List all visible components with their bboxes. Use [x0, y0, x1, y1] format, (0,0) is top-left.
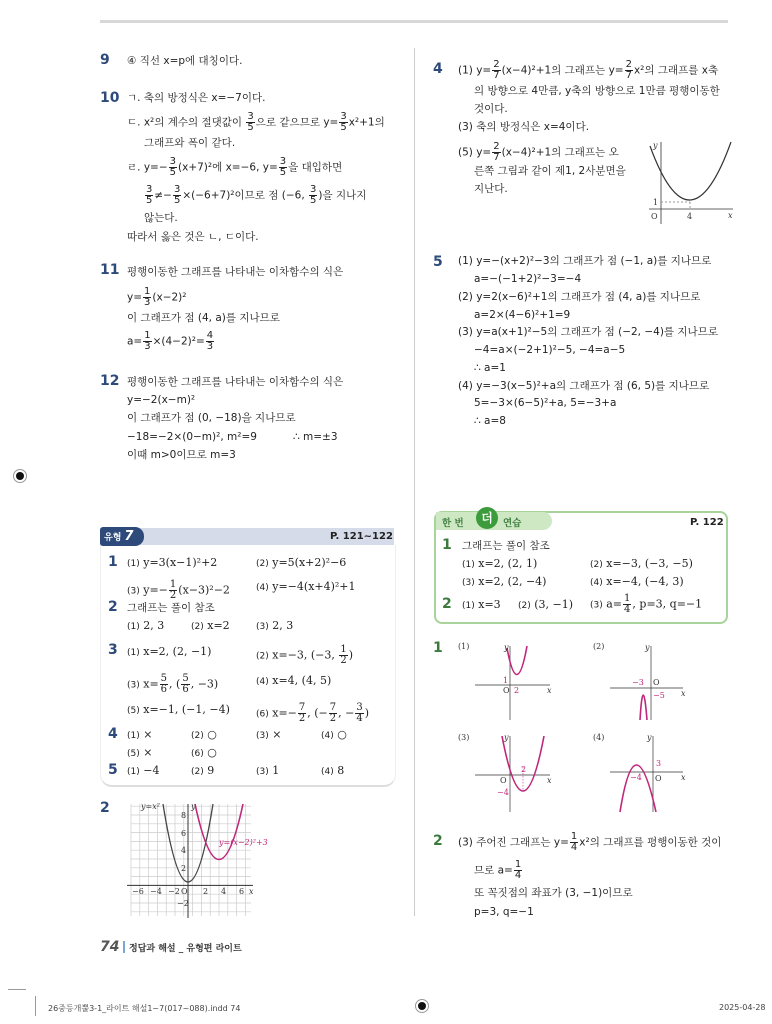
text: (x−2)² — [152, 291, 187, 304]
origin-label: O — [651, 212, 658, 221]
answer-line: 지난다. — [474, 183, 508, 195]
slug-filename: 26중등개뿔3-1_라이트 해설1~7(017~088).indd 74 — [48, 1004, 241, 1013]
x-tick: 2 — [203, 887, 209, 896]
answer-item: (2) x=2 — [191, 619, 230, 632]
x-label: x — [249, 887, 254, 896]
fraction: $\frac{3}{5}$ — [146, 184, 153, 206]
answer-line: 이 그래프가 점 (4, a)를 지나므로 — [127, 312, 280, 324]
question-number: 5 — [108, 762, 118, 778]
answer-line: 따라서 옳은 것은 ㄴ, ㄷ이다. — [127, 231, 259, 243]
fraction: $\frac{3}{5}$ — [340, 111, 347, 133]
y-tick: 2 — [181, 864, 187, 873]
answer-line: a=2×(4−6)²+1=9 — [474, 309, 571, 321]
answer-item: (6) x=− $\frac{7}{2}$ , (− $\frac{7}{2}$ , − $\frac{3}{4}$ ) — [256, 702, 370, 724]
text: (x+7)²에 x=−6, y= — [178, 161, 278, 174]
text: ㄷ. x²의 계수의 절댓값이 — [127, 116, 246, 129]
page-reference: P. 121~122 — [330, 531, 393, 542]
question-number: 1 — [442, 537, 452, 553]
fraction: $\frac{4}{3}$ — [206, 330, 214, 352]
answer-item: (5) x=−1, (−1, −4) — [127, 703, 230, 716]
x-label: x — [547, 776, 552, 785]
y-label: y — [504, 733, 509, 742]
tick-label: 3 — [656, 759, 662, 768]
text: a= — [127, 335, 143, 348]
crop-mark — [35, 996, 36, 1016]
answer-item: (4) y=−4(x+4)²+1 — [256, 580, 356, 593]
y-tick: 8 — [181, 811, 187, 820]
fraction: $\frac{3}{5}$ — [310, 184, 317, 206]
answer-line — [127, 112, 385, 133]
fraction: $\frac{1}{3}$ — [144, 286, 151, 308]
answer-item: (2) 9 — [191, 764, 215, 777]
origin-label: O — [655, 774, 662, 783]
answer-line — [144, 185, 366, 206]
answer-text: ④ 직선 x=p에 대칭이다. — [127, 55, 243, 67]
fraction: $\frac{1}{3}$ — [144, 330, 151, 352]
answer-item: (3) 1 — [256, 764, 280, 777]
answer-item: (1) x=2, (2, 1) — [462, 557, 538, 570]
tick-label: −3 — [632, 678, 644, 687]
x-tick: 4 — [221, 887, 227, 896]
tick-label: 2 — [521, 765, 527, 774]
answer-item: (4) x=−4, (−4, 3) — [590, 575, 684, 588]
x-tick: 4 — [687, 212, 693, 221]
answer-line: 또 꼭짓점의 좌표가 (3, −1)이므로 — [474, 887, 633, 899]
question-number: 12 — [100, 373, 120, 389]
answer-line: a=−(−1+2)²−3=−4 — [474, 273, 582, 285]
answer-line: 그래프는 풀이 참조 — [462, 540, 550, 552]
answer-line: (3) 축의 방정식은 x=4이다. — [458, 121, 590, 133]
answer-line — [127, 287, 187, 308]
graph-label: (1) — [458, 642, 470, 651]
question-number: 2 — [108, 599, 118, 615]
tab-label: 한 번 — [442, 518, 464, 529]
text: ㄹ. y=− — [127, 161, 168, 174]
answer-line: 않는다. — [144, 212, 178, 224]
crop-mark — [8, 989, 26, 990]
answer-item: (6) ○ — [191, 746, 217, 759]
answer-item: (1) × — [127, 728, 153, 741]
answer-item: (4) x=4, (4, 5) — [256, 674, 332, 687]
type7-badge — [100, 527, 144, 546]
badge-number: 7 — [124, 529, 134, 544]
answer-line: 른쪽 그림과 같이 제1, 2사분면을 — [474, 165, 626, 177]
x-label: x — [681, 773, 686, 782]
answer-line: (2) y=2(x−6)²+1의 그래프가 점 (4, a)를 지나므로 — [458, 291, 701, 303]
question-number: 2 — [442, 596, 452, 612]
origin-label: O — [500, 776, 507, 785]
page-reference: P. 122 — [690, 517, 724, 528]
footer-title: 정답과 해설 _ 유형편 라이트 — [129, 944, 242, 954]
answer-item: (5) × — [127, 746, 153, 759]
text: 을 대입하면 — [288, 161, 343, 174]
origin-label: O — [503, 686, 510, 695]
y-label: y — [653, 141, 658, 150]
text: ×(4−2)²= — [152, 335, 205, 348]
x-label: x — [728, 211, 733, 220]
answer-line — [127, 331, 215, 352]
r4-graph — [645, 138, 737, 226]
y-label: y — [645, 643, 650, 652]
answer-item: (4) 8 — [321, 764, 345, 777]
fraction: $\frac{3}{5}$ — [279, 156, 287, 178]
text: ×(−6+7)²이므로 점 (−6, — [182, 189, 309, 202]
question-number: 1 — [433, 640, 443, 656]
answer-line: ∴ a=8 — [474, 415, 506, 427]
parabola-curve — [650, 142, 731, 200]
answer-line: 의 방향으로 4만큼, y축의 방향으로 1만큼 평행이동한 — [474, 85, 720, 97]
question-number: 9 — [100, 52, 110, 68]
answer-line: ㄱ. 축의 방정식은 x=−7이다. — [127, 92, 266, 104]
graph-label: (3) — [458, 733, 470, 742]
answer-line: ∴ m=±3 — [293, 431, 338, 443]
question-number: 3 — [108, 642, 118, 658]
label-shifted: y=(x−2)²+3 — [219, 838, 268, 847]
answer-item: (3) a= $\frac{1}{4}$ , p=3, q=−1 — [590, 593, 703, 615]
answer-line: 그래프와 폭이 같다. — [144, 137, 236, 149]
fraction: $\frac{3}{5}$ — [169, 156, 177, 178]
question-number: 1 — [108, 554, 118, 570]
answer-line: 므로 a= $\frac{1}{4}$ — [474, 859, 522, 881]
answer-item: (1) x=3 — [462, 598, 501, 611]
answer-item: (3) x= $\frac{5}{6}$ , ( $\frac{5}{6}$ , −3) — [127, 673, 219, 695]
answer-item: (2) ○ — [191, 728, 217, 741]
x-tick: −6 — [132, 887, 144, 896]
tick-label: 2 — [514, 686, 520, 695]
answer-line: (3) 주어진 그래프는 y= $\frac{1}{4}$ x²의 그래프를 평행이동한 것이 — [458, 831, 722, 853]
answer-line: (4) y=−3(x−5)²+a의 그래프가 점 (6, 5)를 지나므로 — [458, 380, 710, 392]
footer-divider — [123, 941, 125, 953]
answer-item: (3) y=− $\frac{1}{2}$ (x−3)²−2 — [127, 579, 230, 601]
answer-line: (5) y= $\frac{2}{7}$ (x−4)²+1의 그래프는 오 — [458, 141, 619, 163]
answer-line: (1) y=−(x+2)²−3의 그래프가 점 (−1, a)를 지나므로 — [458, 255, 712, 267]
answer-line: 평행이동한 그래프를 나타내는 이차함수의 식은 — [127, 376, 344, 388]
y-label: y — [504, 643, 509, 652]
answer-line: −4=a×(−2+1)²−5, −4=a−5 — [474, 344, 626, 356]
answer-item: (3) x=2, (2, −4) — [462, 575, 547, 588]
registration-mark-icon — [13, 469, 27, 483]
question-number: 2 — [433, 833, 443, 849]
answer-line: 평행이동한 그래프를 나타내는 이차함수의 식은 — [127, 266, 344, 278]
registration-mark-icon — [415, 999, 429, 1013]
x-tick: 6 — [239, 887, 245, 896]
page-number: 74 — [100, 939, 120, 955]
grid — [131, 804, 251, 916]
answer-item: (1) 2, 3 — [127, 619, 165, 632]
curve-2 — [640, 695, 647, 720]
answer-line: (1) y= $\frac{2}{7}$ (x−4)²+1의 그래프는 y= $\frac{2}{7}$ x²의 그래프를 x축 — [458, 59, 719, 81]
slug-date: 2025-04-28 — [719, 1003, 766, 1012]
x-label: x — [681, 689, 686, 698]
answer-item: (2) (3, −1) — [518, 598, 574, 611]
answer-line: 그래프는 풀이 참조 — [127, 602, 215, 614]
answer-line: ∴ a=1 — [474, 362, 506, 374]
column-divider — [414, 48, 415, 916]
answer-line: (3) y=a(x+1)²−5의 그래프가 점 (−2, −4)를 지나므로 — [458, 326, 718, 338]
text: x²+1의 — [348, 116, 385, 129]
x-tick: −2 — [168, 887, 180, 896]
q2-graph — [125, 800, 285, 920]
origin-label: O — [653, 678, 660, 687]
fraction: $\frac{3}{5}$ — [173, 184, 181, 206]
answer-item: (3) × — [256, 728, 282, 741]
y-label: y — [647, 733, 652, 742]
answer-item: (2) y=5(x+2)²−6 — [256, 556, 347, 569]
answer-line — [127, 157, 342, 178]
top-rule — [100, 20, 728, 23]
label-y-x2: y=x² — [141, 802, 160, 811]
question-number: 10 — [100, 90, 120, 106]
y-label: y — [191, 802, 196, 811]
answer-line: y=−2(x−m)² — [127, 394, 196, 406]
question-number: 4 — [433, 61, 443, 77]
origin-label: O — [181, 887, 188, 896]
answer-line: 5=−3×(6−5)²+a, 5=−3+a — [474, 397, 617, 409]
tab-label: 연습 — [503, 518, 522, 529]
answer-line: p=3, q=−1 — [474, 906, 534, 918]
tick-label: −5 — [653, 691, 665, 700]
y-tick: 6 — [181, 829, 187, 838]
answer-item: (1) −4 — [127, 764, 160, 777]
question-number: 4 — [108, 726, 118, 742]
answer-item: (2) x=−3, (−3, −5) — [590, 557, 693, 570]
y-tick: −2 — [177, 899, 189, 908]
text: ≠− — [154, 189, 172, 202]
text: )을 지나지 — [318, 189, 367, 202]
fraction: $\frac{3}{5}$ — [247, 111, 254, 133]
question-number: 11 — [100, 262, 120, 278]
text: 으로 같으므로 y= — [255, 116, 339, 129]
graph-label: (4) — [593, 733, 605, 742]
tick-label: −4 — [630, 773, 642, 782]
x-tick: −4 — [150, 887, 162, 896]
text: y= — [127, 291, 143, 304]
answer-item: (3) 2, 3 — [256, 619, 294, 632]
y-tick: 4 — [181, 846, 187, 855]
x-label: x — [547, 686, 552, 695]
graph-label: (2) — [593, 642, 605, 651]
tick-label: 1 — [503, 676, 509, 685]
q1-graphs — [455, 640, 735, 820]
answer-item: (2) x=−3, (−3, $\frac{1}{2}$ ) — [256, 644, 354, 666]
answer-line: −18=−2×(0−m)², m²=9 — [127, 431, 257, 443]
badge-label: 유형 — [104, 533, 122, 543]
answer-line: 이 그래프가 점 (0, −18)을 지나므로 — [127, 412, 296, 424]
question-number: 2 — [100, 800, 110, 816]
answer-line: 것이다. — [474, 103, 508, 115]
answer-item: (1) y=3(x−1)²+2 — [127, 556, 218, 569]
y-tick: 1 — [653, 198, 659, 207]
answer-item: (1) x=2, (2, −1) — [127, 645, 212, 658]
question-number: 5 — [433, 254, 443, 270]
answer-line: 이때 m>0이므로 m=3 — [127, 449, 236, 461]
tab-circle: 더 — [476, 507, 498, 529]
answer-item: (4) ○ — [321, 728, 347, 741]
tick-label: −4 — [497, 788, 509, 797]
